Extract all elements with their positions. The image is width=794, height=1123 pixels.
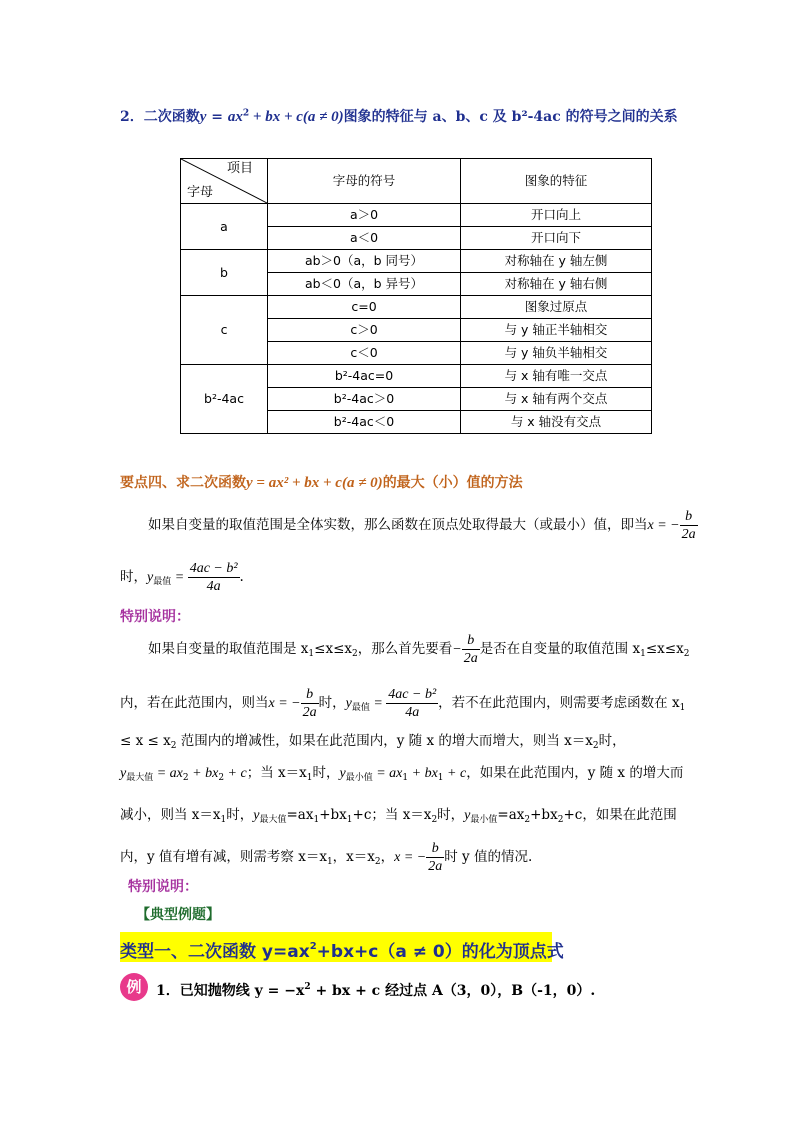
fraction-b-2a: $\frac{b}{2a}$ [302,687,317,720]
typical-examples-tag: 【典型例题】 [136,907,220,923]
letter-cell: b²-4ac [181,365,268,434]
col-header-feature: 图象的特征 [461,159,652,204]
fraction-b-2a: $\frac{b}{2a}$ [681,509,696,542]
feature-cell: 对称轴在 y 轴右侧 [461,273,652,296]
sign-cell: a＜0 [268,227,461,250]
sign-cell: b²-4ac＞0 [268,388,461,411]
feature-cell: 与 x 轴没有交点 [461,411,652,434]
para2-line6: 内，y 值有增有减，则需考察 $x=x_1$，$x=x_2$，x = − $\frac{b}{2a}$ 时 y 值的情况. [120,841,533,874]
example-badge-icon: 例 [120,973,148,1001]
feature-cell: 与 x 轴有两个交点 [461,388,652,411]
fraction-extreme-value: $\frac{\text{4ac − b²}}{4a}$ [388,687,437,720]
letter-cell: a [181,204,268,250]
fraction-b-2a: $\frac{b}{2a}$ [463,633,478,666]
letter-cell: b [181,250,268,296]
sign-cell: a＞0 [268,204,461,227]
para2-line1: 如果自变量的取值范围是 $x_1\le x\le x_2$，那么首先要看− $\frac{b}{2a}$ 是否在自变量的取值范围 $x_1\le x\le x_2$ [148,633,690,666]
section-heading: 2．二次函数$y = ax^2$ + bx + c(a ≠ 0)图象的特征与 a、b、c 及 b²-4ac 的符号之间的关系 [120,108,678,125]
para2-line2: 内，若在此范围内，则当x = − $\frac{b}{2a}$ 时，$y_{最值}$ = $\frac{\text{4ac − b²}}{4a}$ ，若不在此范围内，则需要考虑函数在 $x_1$ [120,687,686,720]
example-1-text: 1．已知抛物线 $y = -x^2$ + bx + c 经过点 A（3，0），B（-1，0）. [156,982,596,999]
sign-cell: b²-4ac=0 [268,365,461,388]
feature-cell: 图象过原点 [461,296,652,319]
para2-line4: $y_{最大值} = ax_2 + bx_2 + c$；当 $x=x_1$时，$y_{最小值} = ax_1 + bx_1 + c$，如果在此范围内，y 随 x 的增大而 [120,765,684,783]
sign-cell: ab＞0（a，b 同号） [268,250,461,273]
sign-cell: c＜0 [268,342,461,365]
feature-cell: 与 y 轴正半轴相交 [461,319,652,342]
para1-line2: 时，$y_{最值}$ = $\frac{\text{4ac − b²}}{4a}$ . [120,561,244,594]
feature-cell: 与 x 轴有唯一交点 [461,365,652,388]
feature-cell: 开口向下 [461,227,652,250]
feature-cell: 与 y 轴负半轴相交 [461,342,652,365]
header-item: 项目 [226,161,253,176]
diagonal-header-cell [181,159,268,204]
fraction-b-2a: $\frac{b}{2a}$ [428,841,443,874]
special-note-label-2: 特别说明： [128,879,198,895]
sign-cell: c＞0 [268,319,461,342]
col-header-sign: 字母的符号 [268,159,461,204]
point4-heading: 要点四、求二次函数y = ax² + bx + c(a ≠ 0)的最大（小）值的方法 [120,475,523,491]
feature-cell: 开口向上 [461,204,652,227]
para2-line3: ≤ $x \le x_2$ 范围内的增减性，如果在此范围内，y 随 x 的增大而增大，则当 $x=x_2$时， [120,733,626,751]
sign-feature-table [180,158,652,434]
type-one-banner: 类型一、二次函数 $y=ax^2+bx+c(a \ne 0)$的化为顶点式 [120,932,552,962]
sign-cell: c=0 [268,296,461,319]
sign-cell: b²-4ac＜0 [268,411,461,434]
para1-line1: 如果自变量的取值范围是全体实数，那么函数在顶点处取得最大（或最小）值，即当x = − $\frac{b}{2a}$ [148,509,696,542]
header-letter: 字母 [187,185,214,200]
fraction-extreme-value: $\frac{\text{4ac − b²}}{4a}$ [189,561,238,594]
para2-line5: 减小，则当 $x=x_1$时，$y_{最大值}=ax_1+bx_1+c$；当 $x=x_2$时，$y_{最小值}=ax_2+bx_2+c$，如果在此范围 [120,807,677,825]
sign-cell: ab＜0（a，b 异号） [268,273,461,296]
feature-cell: 对称轴在 y 轴左侧 [461,250,652,273]
letter-cell: c [181,296,268,365]
special-note-label: 特别说明： [120,609,190,625]
